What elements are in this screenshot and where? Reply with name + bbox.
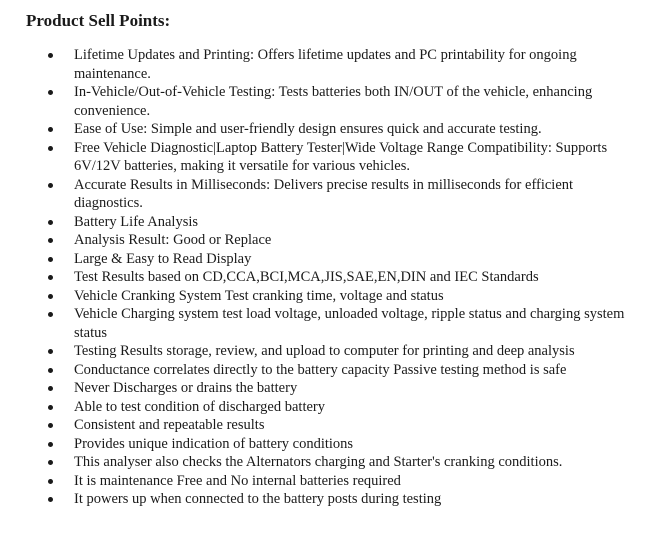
list-item	[0, 416, 660, 435]
list-item	[0, 231, 660, 250]
bullet-dot-icon	[48, 238, 53, 243]
list-item-text: Large & Easy to Read Display	[74, 250, 252, 267]
list-item	[0, 490, 660, 509]
bullet-dot-icon	[48, 312, 53, 317]
list-item	[0, 361, 660, 380]
list-item	[0, 398, 660, 417]
list-item	[0, 120, 660, 139]
bullet-dot-icon	[48, 405, 53, 410]
list-item	[0, 250, 660, 269]
list-item	[0, 453, 660, 472]
list-item	[0, 213, 660, 232]
list-item-text: In-Vehicle/Out-of-Vehicle Testing: Tests batteries both IN/OUT of the vehicle, enhancing convenience.	[74, 84, 593, 119]
list-item-text: Free Vehicle Diagnostic|Laptop Battery Tester|Wide Voltage Range Compatibility: Supports 6V/12V batteries, making it versatile for various vehicles.	[74, 139, 608, 174]
list-item	[0, 268, 660, 287]
bullet-dot-icon	[48, 497, 53, 502]
bullet-dot-icon	[48, 53, 53, 58]
bullet-dot-icon	[48, 460, 53, 465]
list-item	[0, 472, 660, 491]
list-item	[0, 342, 660, 361]
bullet-dot-icon	[48, 423, 53, 428]
list-item	[0, 46, 660, 83]
list-item	[0, 83, 660, 120]
list-item-text: Accurate Results in Milliseconds: Delivers precise results in milliseconds for efficient diagnostics.	[74, 176, 574, 211]
sell-points-list	[0, 46, 660, 509]
list-item-text: This analyser also checks the Alternators charging and Starter's cranking conditions.	[74, 454, 563, 470]
list-item-text: Testing Results storage, review, and upload to computer for printing and deep analysis	[74, 343, 575, 359]
bullet-dot-icon	[48, 368, 53, 373]
bullet-dot-icon	[48, 220, 53, 225]
list-item	[0, 287, 660, 306]
list-item-text: Ease of Use: Simple and user-friendly design ensures quick and accurate testing.	[74, 121, 542, 137]
bullet-dot-icon	[48, 386, 53, 391]
list-item-text: Conductance correlates directly to the battery capacity Passive testing method is safe	[74, 361, 567, 378]
list-item-text: Test Results based on CD,CCA,BCI,MCA,JIS,SAE,EN,DIN and IEC Standards	[74, 269, 539, 285]
list-item	[0, 176, 660, 213]
bullet-dot-icon	[48, 183, 53, 188]
list-item-text: Vehicle Charging system test load voltage, unloaded voltage, ripple status and charging system status	[74, 306, 625, 341]
bullet-dot-icon	[48, 146, 53, 151]
section-heading: Product Sell Points:	[26, 11, 171, 30]
list-item	[0, 139, 660, 176]
list-item-text: Vehicle Cranking System Test cranking time, voltage and status	[74, 287, 444, 304]
list-item	[0, 379, 660, 398]
list-item-text: Consistent and repeatable results	[74, 417, 265, 433]
list-item-text: It is maintenance Free and No internal batteries required	[74, 472, 401, 489]
list-item-text: Lifetime Updates and Printing: Offers lifetime updates and PC printability for ongoing maintenance.	[74, 47, 577, 82]
bullet-dot-icon	[48, 294, 53, 299]
bullet-dot-icon	[48, 127, 53, 132]
list-item-text: It powers up when connected to the battery posts during testing	[74, 491, 442, 507]
list-item-text: Provides unique indication of battery conditions	[74, 435, 354, 452]
list-item-text: Analysis Result: Good or Replace	[74, 232, 272, 248]
list-item-text: Battery Life Analysis	[74, 213, 199, 230]
bullet-dot-icon	[48, 90, 53, 95]
list-item	[0, 435, 660, 454]
bullet-dot-icon	[48, 275, 53, 280]
bullet-dot-icon	[48, 257, 53, 262]
bullet-dot-icon	[48, 442, 53, 447]
list-item-text: Never Discharges or drains the battery	[74, 380, 298, 396]
bullet-dot-icon	[48, 479, 53, 484]
list-item	[0, 305, 660, 342]
list-item-text: Able to test condition of discharged battery	[74, 398, 326, 415]
bullet-dot-icon	[48, 349, 53, 354]
